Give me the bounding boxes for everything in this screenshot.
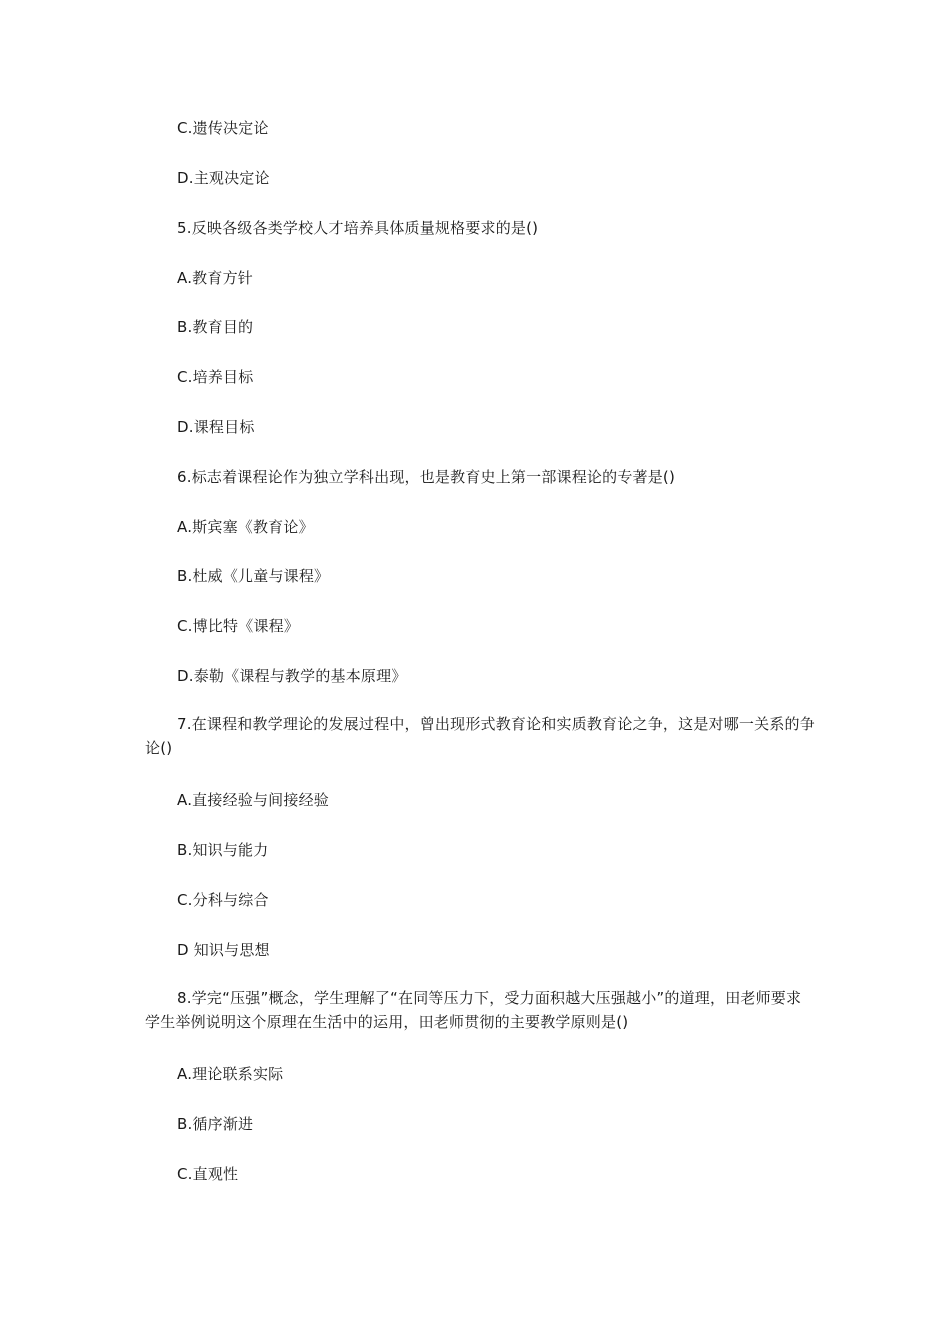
question-5: 5.反映各级各类学校人才培养具体质量规格要求的是()	[177, 219, 539, 237]
option-b-q7: B.知识与能力	[177, 841, 269, 859]
option-a-q7: A.直接经验与间接经验	[177, 791, 329, 809]
question-6: 6.标志着课程论作为独立学科出现，也是教育史上第一部课程论的专著是()	[177, 468, 676, 486]
question-8: 8.学完“压强”概念，学生理解了“在同等压力下，受力面积越大压强越小”的道理，田老师要求学生举例说明这个原理在生活中的运用，田老师贯彻的主要教学原则是()	[145, 989, 802, 1031]
option-b-q6: B.杜威《儿童与课程》	[177, 567, 330, 585]
question-7: 7.在课程和教学理论的发展过程中，曾出现形式教育论和实质教育论之争，这是对哪一关系的争论()	[145, 715, 815, 757]
option-c-q4: C.遗传决定论	[177, 119, 269, 137]
option-c-q5: C.培养目标	[177, 368, 254, 386]
option-a-q6: A.斯宾塞《教育论》	[177, 518, 314, 536]
option-d-q6: D.泰勒《课程与教学的基本原理》	[177, 667, 407, 685]
option-a-q8: A.理论联系实际	[177, 1065, 284, 1083]
option-c-q7: C.分科与综合	[177, 891, 269, 909]
option-d-q5: D.课程目标	[177, 418, 255, 436]
option-d-q4: D.主观决定论	[177, 169, 270, 187]
option-b-q8: B.循序渐进	[177, 1115, 254, 1133]
option-c-q6: C.博比特《课程》	[177, 617, 300, 635]
option-d-q7: D 知识与思想	[177, 941, 270, 959]
option-c-q8: C.直观性	[177, 1165, 239, 1183]
option-a-q5: A.教育方针	[177, 269, 253, 287]
option-b-q5: B.教育目的	[177, 318, 254, 336]
